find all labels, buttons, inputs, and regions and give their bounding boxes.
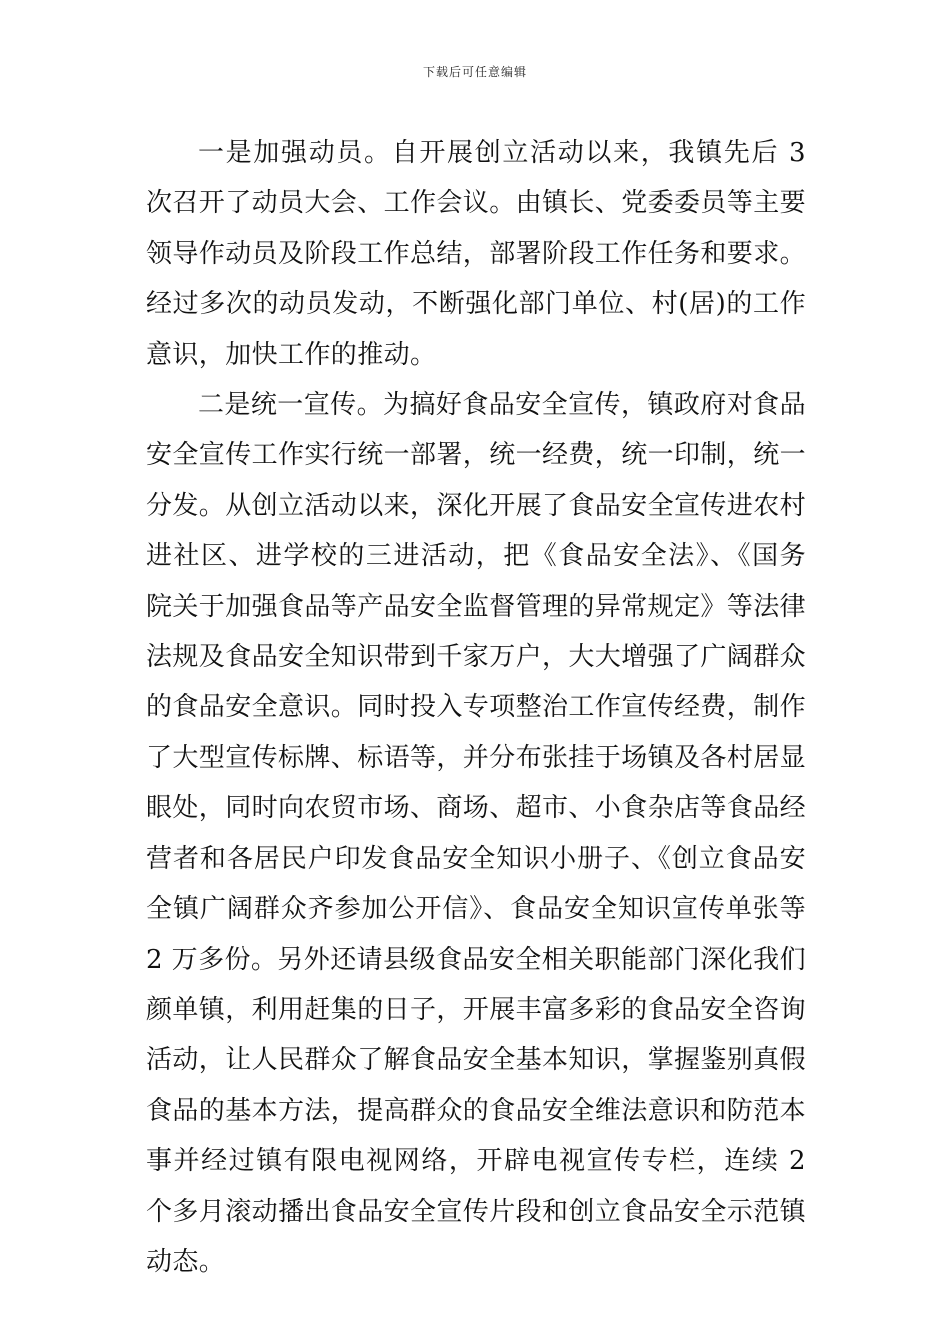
- paragraph-mobilization: 一是加强动员。自开展创立活动以来，我镇先后 3 次召开了动员大会、工作会议。由镇长、党委委员等主要领导作动员及阶段工作总结，部署阶段工作任务和要求。经过多次的动员发动，不断强化部门单位、村(居)的工作意识，加快工作的推动。: [146, 138, 807, 370]
- page-header-note: 下载后可任意编辑: [422, 65, 527, 79]
- document-body: [146, 128, 806, 1287]
- paragraph-publicity: 二是统一宣传。为搞好食品安全宣传，镇政府对食品安全宣传工作实行统一部署，统一经费，统一印制，统一分发。从创立活动以来，深化开展了食品安全宣传进农村进社区、进学校的三进活动，把《食品安全法》、《国务院关于加强食品等产品安全监督管理的异常规定》等法律法规及食品安全知识带到千家万户，大大增强了广阔群众的食品安全意识。同时投入专项整治工作宣传经费，制作了大型宣传标牌、标语等，并分布张挂于场镇及各村居显眼处，同时向农贸市场、商场、超市、小食杂店等食品经营者和各居民户印发食品安全知识小册子、《创立食品安全镇广阔群众齐参加公开信》、食品安全知识宣传单张等 2 万多份。另外还请县级食品安全相关职能部门深化我们颜单镇，利用赶集的日子，开展丰富多彩的食品安全咨询活动，让人民群众了解食品安全基本知识，掌握鉴别真假食品的基本方法，提高群众的食品安全维法意识和防范本事并经过镇有限电视网络，开辟电视宣传专栏，连续 2 个多月滚动播出食品安全宣传片段和创立食品安全示范镇动态。: [146, 390, 807, 1277]
